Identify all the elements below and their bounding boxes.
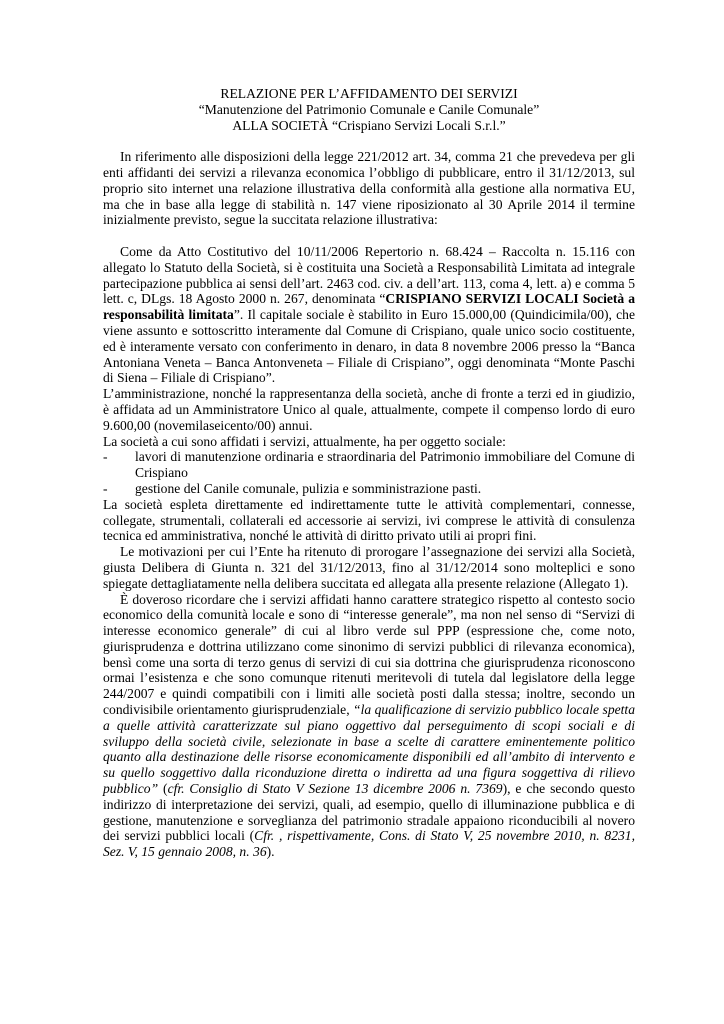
list-item: [103, 481, 635, 497]
motivazioni-paragraph: Le motivazioni per cui l’Ente ha ritenuto di prorogare l’assegnazione dei servizi alla Società, giusta Delibera di Giunta n. 321 del 31/12/2013, fino al 31/12/2014 sono molteplici e sono spiegate dettagliatamente nella delibera succitata ed allegata alla presente relazione (Allegato 1).: [103, 544, 635, 591]
doveroso-text-2: (: [158, 781, 168, 797]
oggetto-sociale-paragraph: La società a cui sono affidati i servizi, attualmente, ha per oggetto sociale:: [103, 433, 506, 449]
doc-title-line-2: “Manutenzione del Patrimonio Comunale e Canile Comunale”: [198, 101, 540, 117]
atto-text-2: ”. Il capitale sociale è stabilito in Euro 15.000,00 (Quindicimila/00), che viene assunto e sottoscritto interamente dal Comune di Crispiano, quale unico socio costituente, ed è interamente versato con conferimento in denaro, in data 8 novembre 2006 presso la “Banca Antoniana Veneta – Banca Antonveneta – Filiale di Crispiano”, oggi denominata “Monte Paschi di Siena – Filiale di Crispiano”.: [103, 307, 636, 386]
doveroso-text-3: ), e che secondo questo indirizzo di interpretazione dei servizi, quali, ad esempio, quello di illuminazione pubblica e di gestione, manutenzione e sorveglianza del patrimonio stradale appaiono riconducibili al novero dei servizi pubblici locali (: [103, 781, 635, 844]
citation-1: cfr. Consiglio di Stato V Sezione 13 dicembre 2006 n. 7369: [167, 781, 503, 797]
doc-title-line-1: RELAZIONE PER L’AFFIDAMENTO DEI SERVIZI: [220, 86, 518, 101]
attivita-paragraph: La società espleta direttamente ed indirettamente tutte le attività complementari, connesse, collegate, strumentali, collaterali ed accessorie ai servizi, ivi comprese le attività di consulenza tecnica ed amministrativa, nonché le attività di diritto privato utili ai propri fini.: [103, 496, 635, 544]
amministrazione-paragraph: L’amministrazione, nonché la rappresentanza della società, anche di fronte a terzi ed in giudizio, è affidata ad un Amministratore Unico al quale, attualmente, compete il compenso lordo di euro 9.600,00 (novemilaseicento/00) annui.: [103, 386, 635, 433]
intro-paragraph: In riferimento alle disposizioni della legge 221/2012 art. 34, comma 21 che prevedeva per gli enti affidanti dei servizi a rilevanza economica l’obbligo di pubblicare, entro il 31/12/2013, sul proprio sito internet una relazione illustrativa della conformità alla gestione alla normativa EU, ma che in base alla legge di stabilità n. 147 viene riposizionato al 30 Aprile 2014 il termine inizialmente previsto, segue la succitata relazione illustrativa:: [103, 149, 635, 228]
atto-costitutivo-paragraph: [103, 244, 635, 386]
spacer: [103, 228, 635, 244]
list-item: [103, 449, 635, 481]
list-item-text: lavori di manutenzione ordinaria e straordinaria del Patrimonio immobiliare del Comune di Crispiano: [135, 449, 635, 481]
doveroso-text-1: È doveroso ricordare che i servizi affidati hanno carattere strategico rispetto al contesto socio economico della comunità locale e sono di “interesse generale”, ma non nel senso di “Servizi di interesse economico generale” di cui al libro verde sul PPP (espressione che, come noto, giurisprudenza e dottrina utilizzano come sinonimo di servizi pubblici di rilevanza economica), bensì come una sorta di terzo genus di servizi di cui sia dottrina che giurisprudenza riconoscono ormai l’esistenza e che sono comunque ritenuti meritevoli di tutela dal legislatore della legge 244/2007 e quindi compatibili con i limiti alle società posti dalla stessa; inoltre, secondo un condivisibile orientamento giurisprudenziale,: [103, 591, 635, 718]
spacer: [103, 133, 635, 149]
list-dash: -: [103, 480, 108, 496]
company-name: CRISPIANO SERVIZI LOCALI Società a responsabilità limitata: [103, 291, 636, 323]
interesse-generale-paragraph: [103, 592, 635, 861]
list-item-text: gestione del Canile comunale, pulizia e somministrazione pasti.: [135, 480, 482, 496]
jurisprudence-quote: “la qualificazione di servizio pubblico locale spetta a quelle attività caratterizzate sul piano oggettivo dal perseguimento di scopi sociali e di sviluppo della società civile, selezionate in base a scelte di carattere eminentemente politico quanto alla destinazione delle risorse economicamente disponibili ed all’ambito di intervento e su quello soggettivo dalla riconduzione diretta o indiretta ad una figura soggettiva di rilievo pubblico”: [103, 702, 635, 797]
document-page: [103, 86, 635, 860]
atto-text-1: Come da Atto Costitutivo del 10/11/2006 Repertorio n. 68.424 – Raccolta n. 15.116 con allegato lo Statuto della Società, si è costituita una Società a Responsabilità Limitata ad integrale partecipazione pubblica ai sensi dell’art. 2463 cod. civ. a dell’art. 113, coma 4, lett. a) e comma 5 lett. c, DLgs. 18 Agosto 2000 n. 267, denominata “: [103, 243, 635, 307]
services-list: [103, 449, 635, 496]
citation-2: Cfr. , rispettivamente, Cons. di Stato V, 25 novembre 2010, n. 8231, Sez. V, 15 gennaio 2008, n. 36: [103, 828, 635, 860]
list-dash: -: [103, 449, 108, 465]
doveroso-text-4: ).: [266, 844, 275, 860]
doc-title-line-3: ALLA SOCIETÀ “Crispiano Servizi Locali S.r.l.”: [232, 117, 506, 133]
